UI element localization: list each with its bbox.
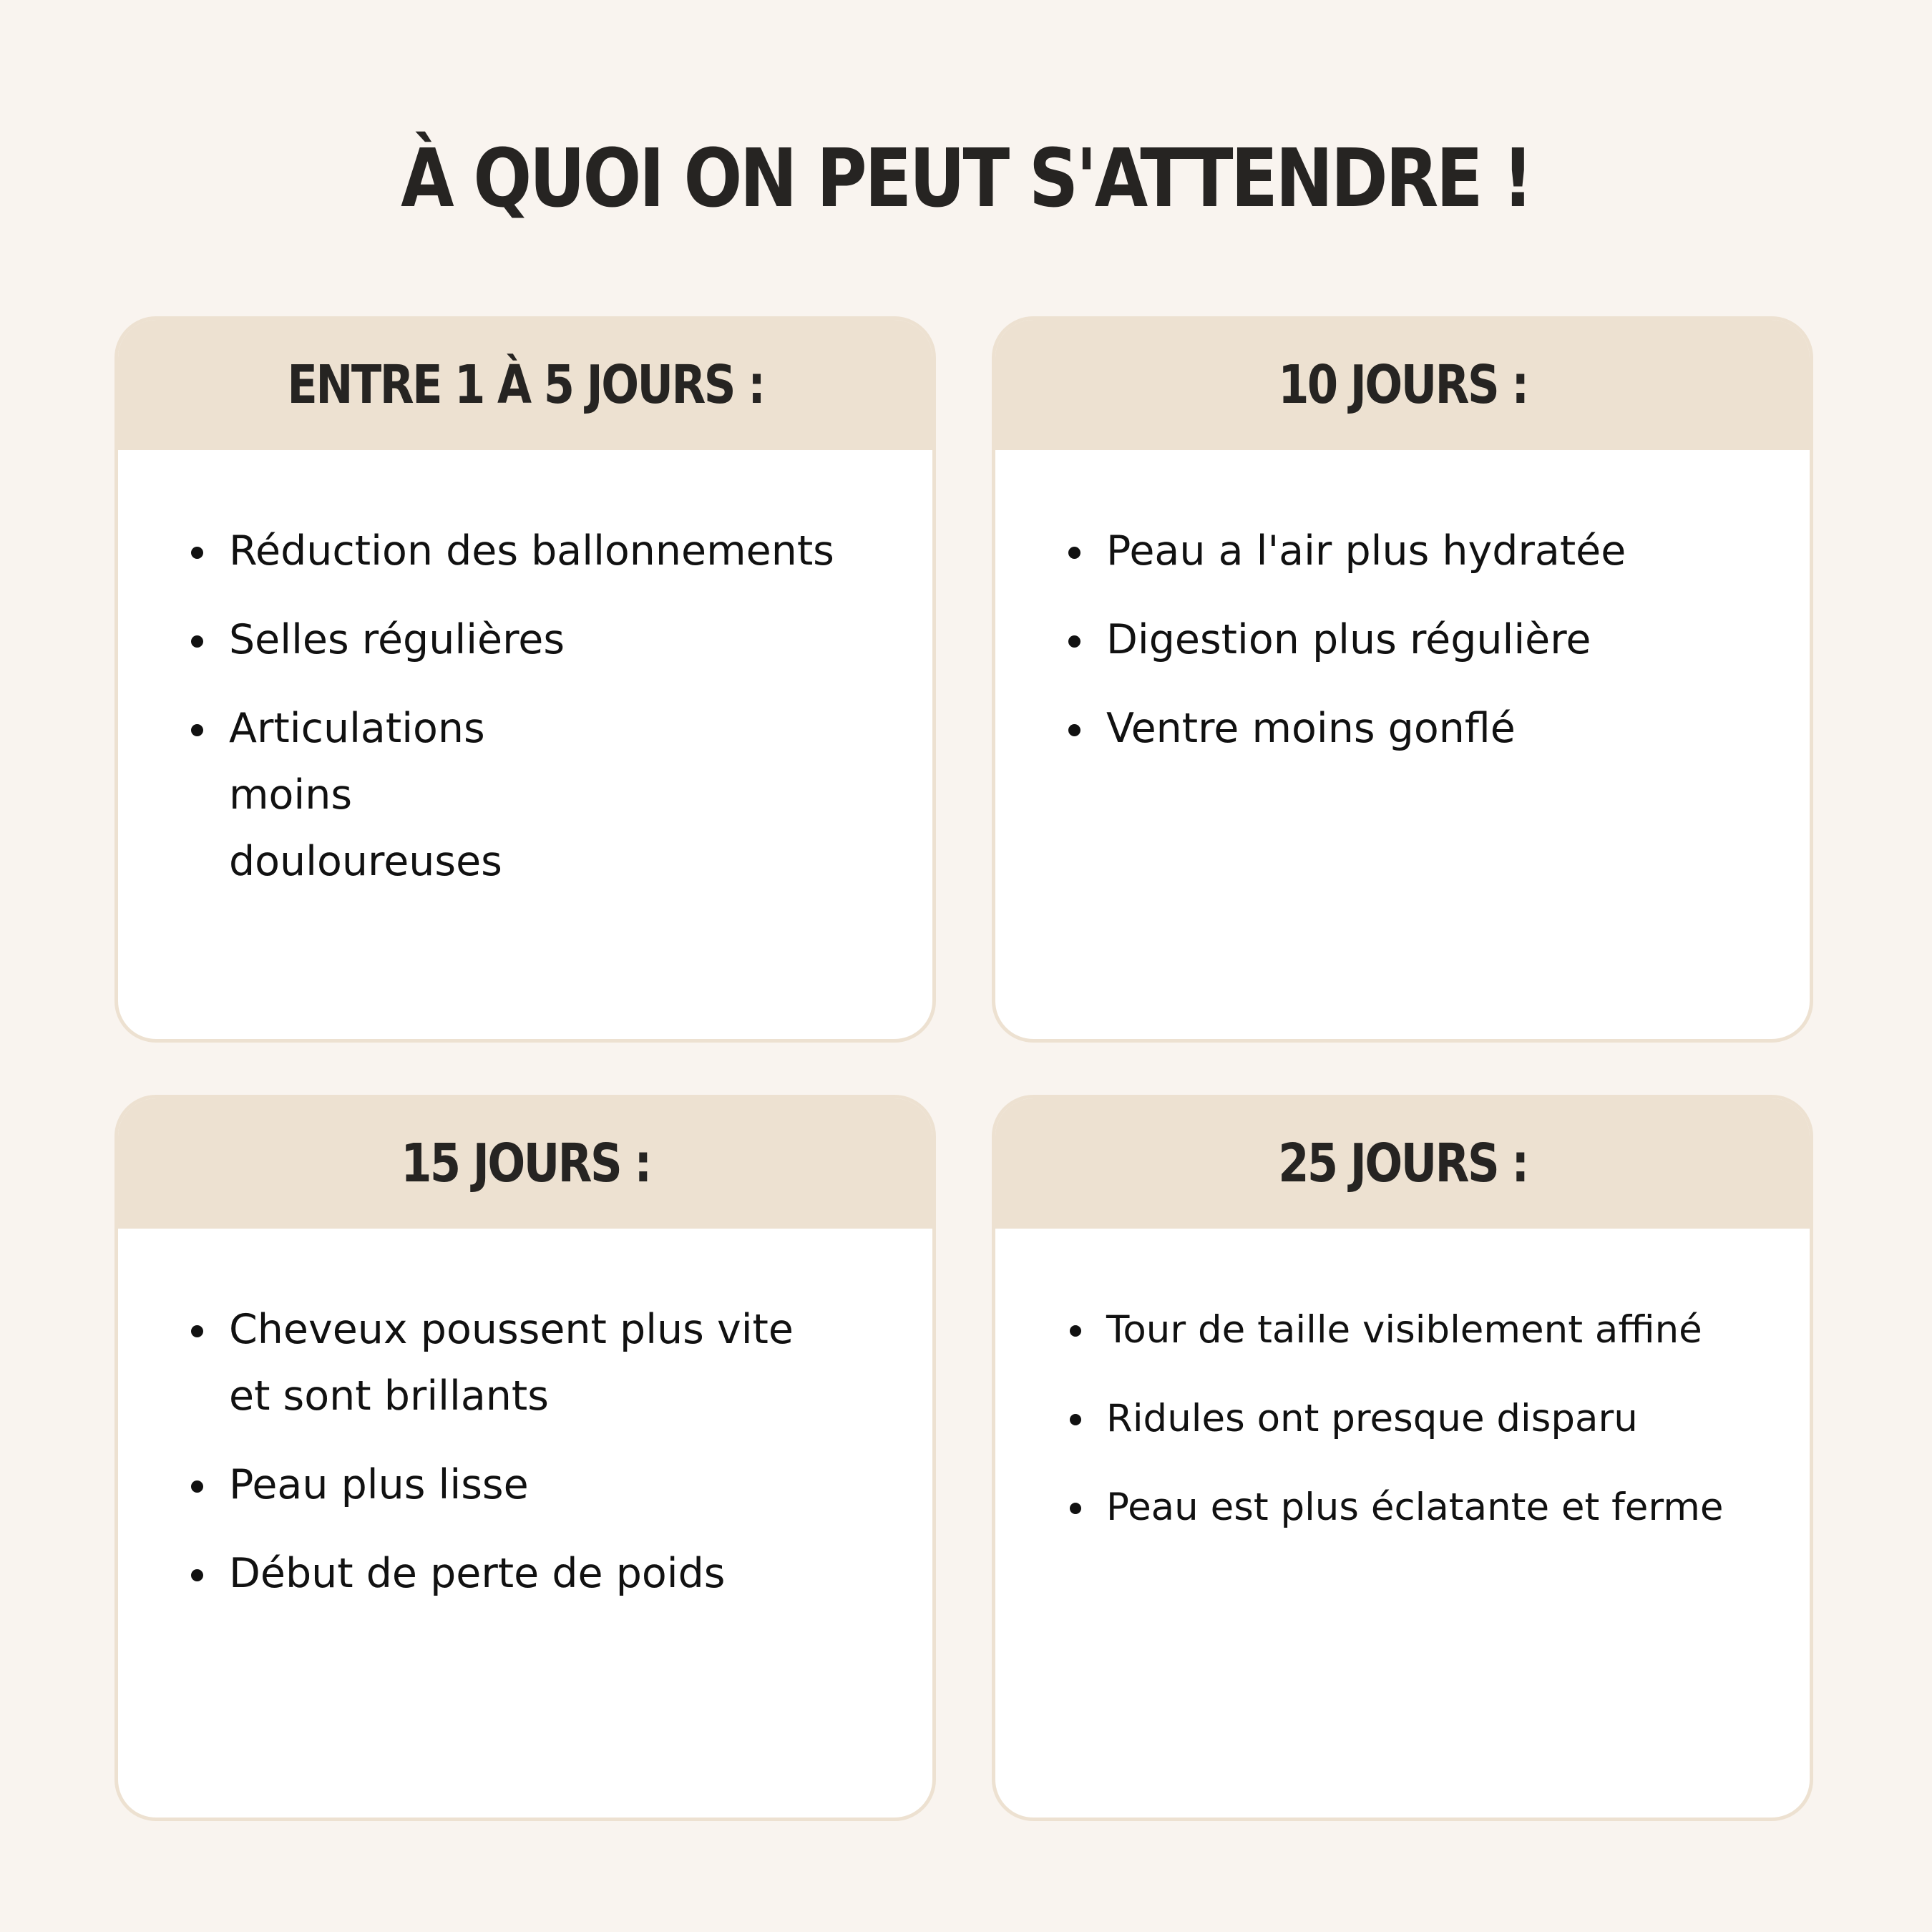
- card-heading: 15 JOURS :: [400, 1133, 650, 1194]
- card-header: [995, 320, 1810, 450]
- card-header: [118, 320, 932, 450]
- card-heading: 25 JOURS :: [1277, 1133, 1528, 1194]
- benefit-list: [118, 1229, 932, 1607]
- card-header: [118, 1098, 932, 1229]
- list-item: • Cheveux poussent plus vite et sont brillants: [220, 1297, 830, 1430]
- list-item: • Peau plus lisse: [220, 1452, 904, 1518]
- card-heading: ENTRE 1 À 5 JOURS :: [286, 354, 764, 416]
- list-item: • Ventre moins gonflé: [1098, 696, 1781, 762]
- list-item: • Selles régulières: [220, 607, 904, 673]
- list-item: • Réduction des ballonnements: [220, 518, 904, 585]
- list-item: • Peau a l'air plus hydratée: [1098, 518, 1781, 585]
- list-item: • Début de perte de poids: [220, 1541, 904, 1607]
- card-days-15: [114, 1095, 936, 1821]
- card-heading: 10 JOURS :: [1277, 354, 1528, 416]
- list-item: • Digestion plus régulière: [1098, 607, 1781, 673]
- list-item: • Ridules ont presque disparu: [1098, 1385, 1795, 1452]
- list-item: • Articulations moins douloureuses: [220, 696, 601, 895]
- benefit-list: [118, 450, 932, 895]
- card-header: [995, 1098, 1810, 1229]
- page-title: À QUOI ON PEUT S'ATTENDRE !: [401, 132, 1531, 225]
- list-item: • Peau est plus éclatante et ferme: [1098, 1474, 1795, 1541]
- card-days-25: [992, 1095, 1813, 1821]
- card-days-1-5: [114, 316, 936, 1043]
- list-item: • Tour de taille visiblement affiné: [1098, 1297, 1795, 1363]
- benefit-list: [995, 450, 1810, 762]
- benefit-list: [995, 1229, 1810, 1541]
- card-days-10: [992, 316, 1813, 1043]
